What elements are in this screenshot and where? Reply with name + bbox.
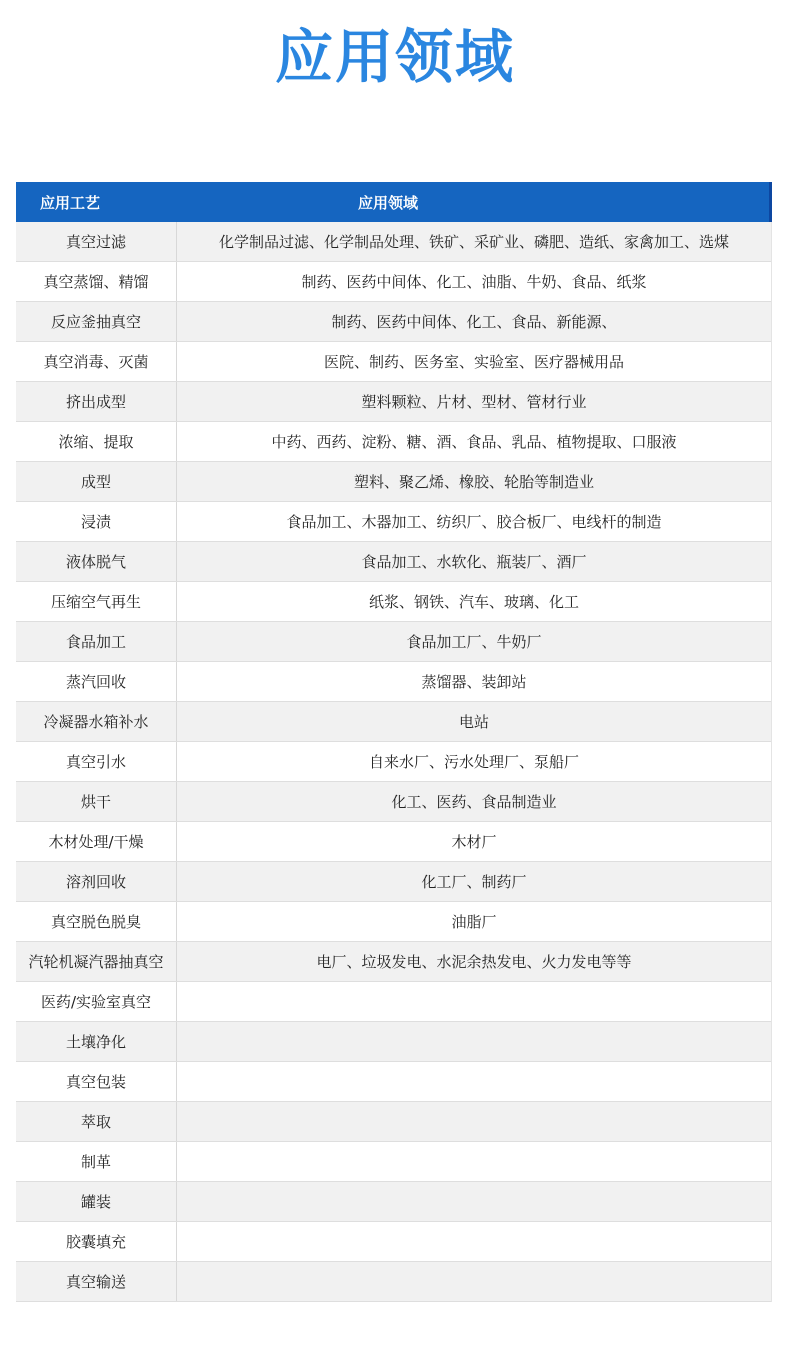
field-cell: 食品加工、水软化、瓶装厂、酒厂 [177, 542, 771, 581]
table-row [16, 1182, 771, 1222]
table-row [16, 862, 771, 902]
process-cell: 真空输送 [16, 1262, 177, 1301]
field-cell: 食品加工厂、牛奶厂 [177, 622, 771, 661]
field-cell: 中药、西药、淀粉、糖、酒、食品、乳品、植物提取、口服液 [271, 433, 677, 451]
field-cell: 化工、医药、食品制造业 [177, 782, 771, 821]
table-row [16, 1022, 771, 1062]
field-cell [177, 1222, 771, 1261]
field-cell [177, 1062, 771, 1101]
page-title: 应用领域 [274, 23, 515, 91]
field-cell: 制药、医药中间体、化工、食品、新能源、 [177, 302, 771, 341]
application-table [16, 182, 772, 1302]
process-cell: 制革 [16, 1142, 177, 1181]
table-row [16, 382, 771, 422]
field-cell [177, 1142, 771, 1181]
field-cell [177, 1022, 771, 1061]
process-cell: 溶剂回收 [16, 862, 177, 901]
process-cell: 真空包装 [16, 1062, 177, 1101]
table-row [16, 662, 771, 702]
field-cell: 油脂厂 [451, 913, 497, 931]
table-row [16, 1262, 771, 1302]
table-row [16, 502, 771, 542]
process-cell: 反应釜抽真空 [16, 302, 177, 341]
process-cell: 胶囊填充 [16, 1222, 177, 1261]
table-header [16, 182, 772, 222]
table-row [16, 982, 771, 1022]
process-cell: 蒸汽回收 [16, 662, 177, 701]
process-cell: 成型 [16, 462, 177, 501]
process-cell: 浸渍 [16, 502, 177, 541]
table-row [16, 742, 771, 782]
process-cell: 真空过滤 [16, 222, 177, 261]
table-row [16, 262, 771, 302]
field-cell: 电站 [177, 702, 771, 741]
field-cell [177, 982, 771, 1021]
process-cell: 冷凝器水箱补水 [16, 702, 177, 741]
process-cell: 木材处理/干燥 [16, 822, 177, 861]
header-field: 应用领域 [358, 193, 419, 212]
table-row [16, 582, 771, 622]
process-cell: 食品加工 [16, 622, 177, 661]
field-cell: 纸浆、钢铁、汽车、玻璃、化工 [368, 593, 579, 611]
table-row [16, 702, 771, 742]
table-row [16, 422, 771, 462]
field-cell: 医院、制药、医务室、实验室、医疗器械用品 [323, 353, 624, 371]
field-cell: 电厂、垃圾发电、水泥余热发电、火力发电等等 [177, 942, 771, 981]
process-cell: 汽轮机凝汽器抽真空 [16, 942, 177, 981]
header-process: 应用工艺 [40, 193, 101, 212]
table-row [16, 942, 771, 982]
process-cell: 真空脱色脱臭 [16, 902, 177, 941]
field-cell: 塑料颗粒、片材、型材、管材行业 [177, 382, 771, 421]
field-cell: 化学制品过滤、化学制品处理、铁矿、采矿业、磷肥、造纸、家禽加工、选煤 [177, 222, 771, 261]
field-cell: 木材厂 [451, 833, 497, 851]
process-cell: 真空消毒、灭菌 [16, 342, 177, 381]
field-cell: 塑料、聚乙烯、橡胶、轮胎等制造业 [177, 462, 771, 501]
table-row [16, 902, 771, 942]
process-cell: 液体脱气 [16, 542, 177, 581]
field-cell: 自来水厂、污水处理厂、泵船厂 [368, 753, 579, 771]
table-row [16, 542, 771, 582]
process-cell: 土壤净化 [16, 1022, 177, 1061]
field-cell: 化工厂、制药厂 [177, 862, 771, 901]
process-cell: 挤出成型 [16, 382, 177, 421]
process-cell: 烘干 [16, 782, 177, 821]
process-cell: 真空引水 [16, 742, 177, 781]
table-row [16, 1222, 771, 1262]
process-cell: 浓缩、提取 [16, 422, 177, 461]
field-cell [177, 1262, 771, 1301]
field-cell: 蒸馏器、装卸站 [421, 673, 527, 691]
table-row [16, 782, 771, 822]
process-cell: 罐装 [16, 1182, 177, 1221]
table-row [16, 1142, 771, 1182]
table-row [16, 1102, 771, 1142]
field-cell [177, 1182, 771, 1221]
field-cell: 制药、医药中间体、化工、油脂、牛奶、食品、纸浆 [301, 273, 647, 291]
table-row [16, 622, 771, 662]
table-body [16, 222, 772, 1302]
table-row [16, 222, 771, 262]
field-cell: 食品加工、木器加工、纺织厂、胶合板厂、电线杆的制造 [286, 513, 662, 531]
process-cell: 医药/实验室真空 [16, 982, 177, 1021]
table-row [16, 822, 771, 862]
field-cell [177, 1102, 771, 1141]
process-cell: 压缩空气再生 [16, 582, 177, 621]
process-cell: 萃取 [16, 1102, 177, 1141]
table-row [16, 462, 771, 502]
table-row [16, 302, 771, 342]
process-cell: 真空蒸馏、精馏 [16, 262, 177, 301]
table-row [16, 342, 771, 382]
table-row [16, 1062, 771, 1102]
